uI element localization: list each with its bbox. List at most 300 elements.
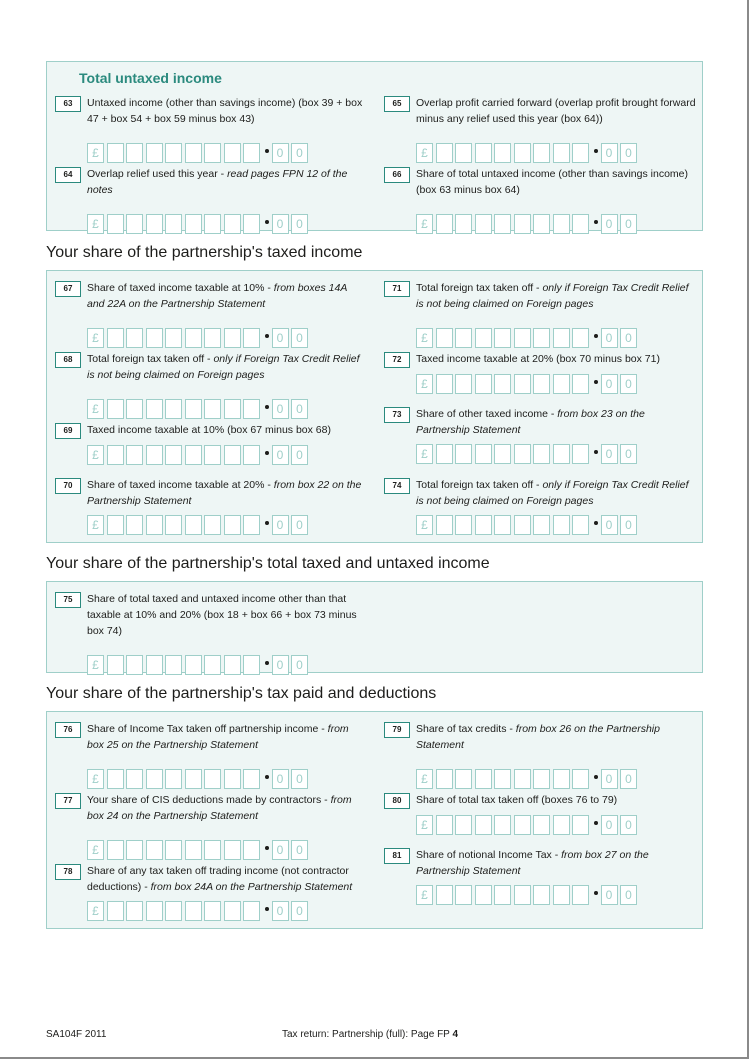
box-number: 69: [55, 423, 81, 439]
digit-cell[interactable]: [455, 214, 472, 234]
page-footer: [282, 1029, 458, 1040]
digit-cell[interactable]: [126, 840, 143, 860]
box-label-note: from box 26 on the Partnership Statement: [416, 723, 660, 751]
pence-cell[interactable]: 0: [601, 374, 618, 394]
section-heading-total: Your share of the partnership's total taxed and untaxed income: [46, 555, 490, 572]
digit-cell[interactable]: [572, 815, 589, 835]
digit-cell[interactable]: [514, 328, 531, 348]
decimal-point: [265, 149, 269, 153]
digit-cell[interactable]: [204, 515, 221, 535]
pound-sign-cell[interactable]: £: [87, 769, 104, 789]
digit-cell[interactable]: [243, 445, 260, 465]
digit-cell[interactable]: [185, 214, 202, 234]
digit-cell[interactable]: [455, 815, 472, 835]
digit-cell[interactable]: [553, 515, 570, 535]
digit-cell[interactable]: [455, 374, 472, 394]
digit-cell[interactable]: [165, 655, 182, 675]
pound-sign-cell[interactable]: £: [87, 515, 104, 535]
digit-cell[interactable]: [572, 769, 589, 789]
box-label: [87, 863, 367, 895]
box-label-text: Share of total taxed and untaxed income other than that taxable at 10% and 20% (box 18 + box 66 + box 73 minus box 74): [87, 593, 357, 637]
box-label: [416, 280, 696, 312]
decimal-point: [594, 334, 598, 338]
box-label: [416, 351, 696, 367]
digit-cell[interactable]: [475, 214, 492, 234]
digit-cell[interactable]: [436, 515, 453, 535]
digit-cell[interactable]: [185, 399, 202, 419]
digit-cell[interactable]: [475, 143, 492, 163]
digit-cell[interactable]: [475, 515, 492, 535]
pence-cell[interactable]: 0: [291, 143, 308, 163]
box-label-text: Share of total untaxed income (other than savings income) (box 63 minus box 64): [416, 168, 688, 196]
box-label-note: from box 24 on the Partnership Statement: [87, 794, 352, 822]
digit-cell[interactable]: [514, 444, 531, 464]
digit-cell[interactable]: [224, 840, 241, 860]
digit-cell[interactable]: [165, 143, 182, 163]
pence-cell[interactable]: 0: [272, 445, 289, 465]
box-label-text: Taxed income taxable at 10% (box 67 minus box 68): [87, 424, 331, 436]
pence-cell[interactable]: 0: [291, 840, 308, 860]
section-heading-paid: Your share of the partnership's tax paid and deductions: [46, 685, 437, 702]
digit-cell[interactable]: [224, 655, 241, 675]
pence-cell[interactable]: 0: [620, 885, 637, 905]
digit-cell[interactable]: [494, 815, 511, 835]
pence-cell[interactable]: 0: [620, 815, 637, 835]
digit-cell[interactable]: [553, 214, 570, 234]
box-label-text: Total foreign tax taken off -: [416, 479, 543, 491]
digit-cell[interactable]: [553, 328, 570, 348]
digit-cell[interactable]: [185, 769, 202, 789]
digit-cell[interactable]: [494, 214, 511, 234]
digit-cell[interactable]: [185, 655, 202, 675]
digit-cell[interactable]: [455, 885, 472, 905]
digit-cell[interactable]: [553, 444, 570, 464]
digit-cell[interactable]: [204, 328, 221, 348]
decimal-point: [594, 220, 598, 224]
pence-cell[interactable]: 0: [601, 214, 618, 234]
digit-cell[interactable]: [107, 901, 124, 921]
digit-cell[interactable]: [146, 840, 163, 860]
pound-sign-cell[interactable]: £: [416, 328, 433, 348]
digit-cell[interactable]: [146, 515, 163, 535]
digit-cell[interactable]: [572, 143, 589, 163]
pence-cell[interactable]: 0: [620, 214, 637, 234]
box-number: 75: [55, 592, 81, 608]
untaxed-income-panel: [46, 61, 703, 231]
digit-cell[interactable]: [494, 769, 511, 789]
pound-sign-cell[interactable]: £: [87, 901, 104, 921]
digit-cell[interactable]: [436, 143, 453, 163]
pence-cell[interactable]: 0: [291, 515, 308, 535]
digit-cell[interactable]: [224, 328, 241, 348]
digit-cell[interactable]: [533, 214, 550, 234]
pence-cell[interactable]: 0: [620, 143, 637, 163]
digit-cell[interactable]: [126, 328, 143, 348]
digit-cell[interactable]: [204, 143, 221, 163]
panel-title: Total untaxed income: [79, 70, 222, 86]
box-label: [87, 721, 367, 753]
digit-cell[interactable]: [146, 769, 163, 789]
digit-cell[interactable]: [185, 901, 202, 921]
decimal-point: [594, 149, 598, 153]
box-label: [416, 95, 696, 127]
pound-sign-cell[interactable]: £: [416, 885, 433, 905]
decimal-point: [594, 775, 598, 779]
pound-sign-cell[interactable]: £: [416, 214, 433, 234]
pound-sign-cell[interactable]: £: [416, 143, 433, 163]
digit-cell[interactable]: [572, 374, 589, 394]
box-number: 80: [384, 793, 410, 809]
digit-cell[interactable]: [224, 214, 241, 234]
digit-cell[interactable]: [243, 328, 260, 348]
digit-cell[interactable]: [533, 328, 550, 348]
pound-sign-cell[interactable]: £: [87, 143, 104, 163]
digit-cell[interactable]: [146, 143, 163, 163]
digit-cell[interactable]: [146, 399, 163, 419]
digit-cell[interactable]: [243, 840, 260, 860]
digit-cell[interactable]: [165, 515, 182, 535]
digit-cell[interactable]: [243, 655, 260, 675]
box-label: [416, 721, 696, 753]
box-label: [87, 422, 367, 438]
box-number: 81: [384, 848, 410, 864]
digit-cell[interactable]: [514, 515, 531, 535]
box-label-text: Share of total tax taken off (boxes 76 to 79): [416, 794, 618, 806]
digit-cell[interactable]: [533, 515, 550, 535]
decimal-point: [265, 220, 269, 224]
digit-cell[interactable]: [533, 815, 550, 835]
digit-cell[interactable]: [494, 328, 511, 348]
digit-cell[interactable]: [494, 885, 511, 905]
box-label: [416, 477, 696, 509]
digit-cell[interactable]: [494, 374, 511, 394]
decimal-point: [265, 521, 269, 525]
box-label-note: from boxes 14A and 22A on the Partnership Statement: [87, 282, 347, 310]
digit-cell[interactable]: [204, 840, 221, 860]
box-number: 72: [384, 352, 410, 368]
digit-cell[interactable]: [553, 815, 570, 835]
digit-cell[interactable]: [165, 328, 182, 348]
digit-cell[interactable]: [436, 214, 453, 234]
box-label-text: Share of other taxed income -: [416, 408, 558, 420]
box-number: 76: [55, 722, 81, 738]
box-label: [87, 351, 367, 383]
digit-cell[interactable]: [572, 214, 589, 234]
pound-sign-cell[interactable]: £: [87, 655, 104, 675]
digit-cell[interactable]: [475, 815, 492, 835]
box-number: 79: [384, 722, 410, 738]
digit-cell[interactable]: [475, 885, 492, 905]
pence-cell[interactable]: 0: [272, 515, 289, 535]
digit-cell[interactable]: [204, 655, 221, 675]
digit-cell[interactable]: [494, 515, 511, 535]
pence-cell[interactable]: 0: [601, 328, 618, 348]
section-heading-taxed: Your share of the partnership's taxed income: [46, 244, 363, 261]
digit-cell[interactable]: [572, 515, 589, 535]
pence-cell[interactable]: 0: [291, 769, 308, 789]
pence-cell[interactable]: 0: [272, 143, 289, 163]
pence-cell[interactable]: 0: [272, 901, 289, 921]
digit-cell[interactable]: [436, 444, 453, 464]
digit-cell[interactable]: [455, 143, 472, 163]
digit-cell[interactable]: [126, 214, 143, 234]
digit-cell[interactable]: [533, 143, 550, 163]
digit-cell[interactable]: [572, 328, 589, 348]
decimal-point: [265, 451, 269, 455]
pence-cell[interactable]: 0: [272, 214, 289, 234]
decimal-point: [265, 846, 269, 850]
digit-cell[interactable]: [436, 328, 453, 348]
page-footer-prefix: Tax return: Partnership (full): Page FP: [282, 1029, 453, 1040]
digit-cell[interactable]: [553, 374, 570, 394]
digit-cell[interactable]: [455, 515, 472, 535]
pence-cell[interactable]: 0: [601, 885, 618, 905]
box-label: [416, 406, 696, 438]
decimal-point: [265, 661, 269, 665]
digit-cell[interactable]: [126, 399, 143, 419]
box-label: [416, 792, 696, 808]
digit-cell[interactable]: [185, 840, 202, 860]
digit-cell[interactable]: [165, 901, 182, 921]
pound-sign-cell[interactable]: £: [416, 769, 433, 789]
digit-cell[interactable]: [475, 444, 492, 464]
box-number: 78: [55, 864, 81, 880]
decimal-point: [594, 380, 598, 384]
box-number: 64: [55, 167, 81, 183]
box-number: 77: [55, 793, 81, 809]
digit-cell[interactable]: [494, 444, 511, 464]
box-number: 65: [384, 96, 410, 112]
digit-cell[interactable]: [185, 143, 202, 163]
digit-cell[interactable]: [455, 328, 472, 348]
digit-cell[interactable]: [455, 769, 472, 789]
digit-cell[interactable]: [224, 515, 241, 535]
pound-sign-cell[interactable]: £: [87, 399, 104, 419]
box-label: [87, 166, 367, 198]
box-label-text: Share of taxed income taxable at 20% -: [87, 479, 274, 491]
digit-cell[interactable]: [165, 769, 182, 789]
digit-cell[interactable]: [553, 769, 570, 789]
box-label-note: from box 25 on the Partnership Statement: [87, 723, 349, 751]
digit-cell[interactable]: [107, 143, 124, 163]
digit-cell[interactable]: [243, 214, 260, 234]
digit-cell[interactable]: [533, 769, 550, 789]
decimal-point: [594, 521, 598, 525]
digit-cell[interactable]: [126, 143, 143, 163]
box-label-text: Total foreign tax taken off -: [416, 282, 543, 294]
tax-paid-panel: [46, 711, 703, 929]
box-number: 67: [55, 281, 81, 297]
decimal-point: [594, 821, 598, 825]
box-number: 66: [384, 167, 410, 183]
box-label-text: Share of Income Tax taken off partnership income -: [87, 723, 328, 735]
digit-cell[interactable]: [514, 885, 531, 905]
box-label-text: Overlap relief used this year -: [87, 168, 228, 180]
pence-cell[interactable]: 0: [601, 515, 618, 535]
box-label: [87, 95, 367, 127]
digit-cell[interactable]: [165, 445, 182, 465]
pound-sign-cell[interactable]: £: [87, 214, 104, 234]
digit-cell[interactable]: [146, 445, 163, 465]
digit-cell[interactable]: [107, 214, 124, 234]
box-label-text: Total foreign tax taken off -: [87, 353, 214, 365]
digit-cell[interactable]: [436, 374, 453, 394]
pound-sign-cell[interactable]: £: [416, 515, 433, 535]
digit-cell[interactable]: [126, 769, 143, 789]
digit-cell[interactable]: [146, 901, 163, 921]
decimal-point: [265, 775, 269, 779]
digit-cell[interactable]: [224, 143, 241, 163]
digit-cell[interactable]: [224, 399, 241, 419]
digit-cell[interactable]: [224, 445, 241, 465]
digit-cell[interactable]: [533, 885, 550, 905]
digit-cell[interactable]: [553, 143, 570, 163]
pence-cell[interactable]: 0: [291, 445, 308, 465]
digit-cell[interactable]: [107, 840, 124, 860]
box-label-text: Share of taxed income taxable at 10% -: [87, 282, 274, 294]
digit-cell[interactable]: [572, 444, 589, 464]
box-label-note: only if Foreign Tax Credit Relief is not being claimed on Foreign pages: [416, 479, 689, 507]
pence-cell[interactable]: 0: [601, 769, 618, 789]
pound-sign-cell[interactable]: £: [87, 328, 104, 348]
digit-cell[interactable]: [533, 444, 550, 464]
total-income-panel: [46, 581, 703, 673]
box-label-note: only if Foreign Tax Credit Relief is not being claimed on Foreign pages: [416, 282, 689, 310]
digit-cell[interactable]: [107, 445, 124, 465]
pound-sign-cell[interactable]: £: [416, 815, 433, 835]
pence-cell[interactable]: 0: [291, 655, 308, 675]
pound-sign-cell[interactable]: £: [87, 840, 104, 860]
digit-cell[interactable]: [514, 214, 531, 234]
box-label-text: Share of any tax taken off trading income (not contractor deductions) -: [87, 865, 349, 893]
digit-cell[interactable]: [165, 214, 182, 234]
pound-sign-cell[interactable]: £: [416, 374, 433, 394]
box-label: [87, 591, 367, 639]
digit-cell[interactable]: [185, 445, 202, 465]
digit-cell[interactable]: [224, 901, 241, 921]
pence-cell[interactable]: 0: [272, 328, 289, 348]
digit-cell[interactable]: [107, 769, 124, 789]
decimal-point: [594, 450, 598, 454]
digit-cell[interactable]: [243, 399, 260, 419]
pence-cell[interactable]: 0: [272, 769, 289, 789]
digit-cell[interactable]: [436, 815, 453, 835]
digit-cell[interactable]: [126, 515, 143, 535]
digit-cell[interactable]: [204, 445, 221, 465]
pence-cell[interactable]: 0: [291, 328, 308, 348]
digit-cell[interactable]: [165, 399, 182, 419]
digit-cell[interactable]: [436, 885, 453, 905]
digit-cell[interactable]: [475, 328, 492, 348]
box-label-text: Overlap profit carried forward (overlap profit brought forward minus any relief used this year (box 64)): [416, 97, 696, 125]
digit-cell[interactable]: [126, 655, 143, 675]
pence-cell[interactable]: 0: [272, 399, 289, 419]
pence-cell[interactable]: 0: [601, 143, 618, 163]
box-label-note: read pages FPN 12 of the notes: [87, 168, 348, 196]
box-label-note: from box 22 on the Partnership Statement: [87, 479, 362, 507]
digit-cell[interactable]: [107, 399, 124, 419]
box-label: [416, 847, 696, 879]
pence-cell[interactable]: 0: [601, 815, 618, 835]
digit-cell[interactable]: [533, 374, 550, 394]
digit-cell[interactable]: [436, 769, 453, 789]
pence-cell[interactable]: 0: [272, 840, 289, 860]
digit-cell[interactable]: [494, 143, 511, 163]
box-number: 63: [55, 96, 81, 112]
pence-cell[interactable]: 0: [620, 328, 637, 348]
pence-cell[interactable]: 0: [620, 374, 637, 394]
digit-cell[interactable]: [107, 328, 124, 348]
digit-cell[interactable]: [126, 901, 143, 921]
form-code: SA104F 2011: [46, 1029, 107, 1040]
digit-cell[interactable]: [475, 769, 492, 789]
pence-cell[interactable]: 0: [620, 515, 637, 535]
digit-cell[interactable]: [475, 374, 492, 394]
pence-cell[interactable]: 0: [601, 444, 618, 464]
digit-cell[interactable]: [146, 655, 163, 675]
digit-cell[interactable]: [553, 885, 570, 905]
digit-cell[interactable]: [204, 214, 221, 234]
box-label-note: from box 23 on the Partnership Statement: [416, 408, 645, 436]
digit-cell[interactable]: [165, 840, 182, 860]
box-label-note: only if Foreign Tax Credit Relief is not being claimed on Foreign pages: [87, 353, 360, 381]
pence-cell[interactable]: 0: [620, 769, 637, 789]
box-label-text: Your share of CIS deductions made by contractors -: [87, 794, 331, 806]
digit-cell[interactable]: [243, 901, 260, 921]
decimal-point: [265, 405, 269, 409]
pound-sign-cell[interactable]: £: [416, 444, 433, 464]
pence-cell[interactable]: 0: [291, 901, 308, 921]
digit-cell[interactable]: [572, 885, 589, 905]
digit-cell[interactable]: [146, 214, 163, 234]
box-number: 73: [384, 407, 410, 423]
digit-cell[interactable]: [185, 515, 202, 535]
page-number: 4: [452, 1029, 459, 1040]
box-label-note: from box 24A on the Partnership Statement: [150, 881, 353, 893]
digit-cell[interactable]: [146, 328, 163, 348]
pence-cell[interactable]: 0: [272, 655, 289, 675]
pence-cell[interactable]: 0: [291, 399, 308, 419]
box-label: [87, 792, 367, 824]
decimal-point: [265, 907, 269, 911]
pence-cell[interactable]: 0: [620, 444, 637, 464]
box-number: 74: [384, 478, 410, 494]
digit-cell[interactable]: [243, 515, 260, 535]
digit-cell[interactable]: [204, 399, 221, 419]
decimal-point: [594, 891, 598, 895]
digit-cell[interactable]: [204, 901, 221, 921]
digit-cell[interactable]: [107, 655, 124, 675]
digit-cell[interactable]: [224, 769, 241, 789]
digit-cell[interactable]: [243, 143, 260, 163]
digit-cell[interactable]: [514, 815, 531, 835]
digit-cell[interactable]: [243, 769, 260, 789]
digit-cell[interactable]: [204, 769, 221, 789]
digit-cell[interactable]: [455, 444, 472, 464]
box-label: [416, 166, 696, 198]
digit-cell[interactable]: [514, 143, 531, 163]
digit-cell[interactable]: [126, 445, 143, 465]
digit-cell[interactable]: [514, 769, 531, 789]
pound-sign-cell[interactable]: £: [87, 445, 104, 465]
box-number: 71: [384, 281, 410, 297]
pence-cell[interactable]: 0: [291, 214, 308, 234]
box-label: [87, 280, 367, 312]
digit-cell[interactable]: [514, 374, 531, 394]
box-label-note: from box 27 on the Partnership Statement: [416, 849, 649, 877]
digit-cell[interactable]: [185, 328, 202, 348]
digit-cell[interactable]: [107, 515, 124, 535]
